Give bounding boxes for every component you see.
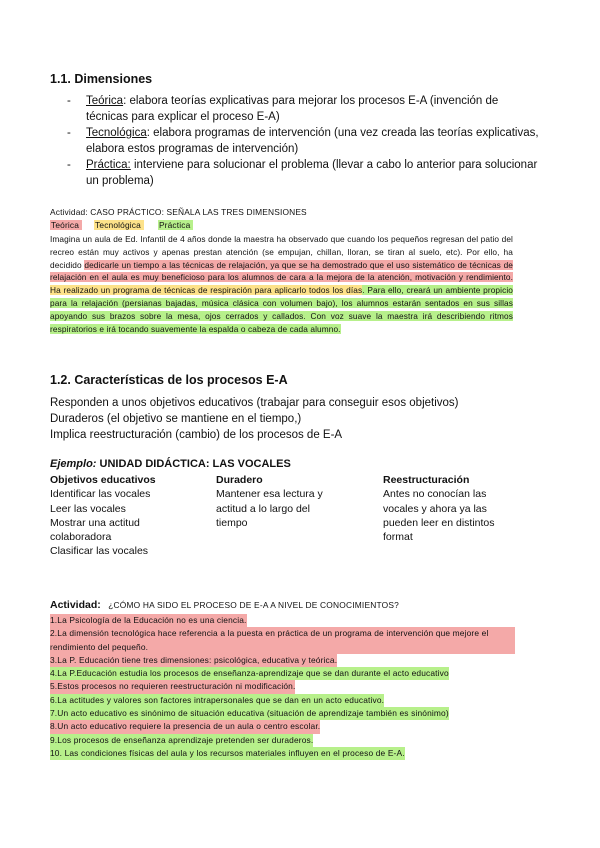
- activity-item: 6.La actitudes y valores son factores intrapersonales que se dan en un acto educativo.: [50, 694, 384, 707]
- bullet-text: : elabora teorías explicativas para mejorar los procesos E-A (invención de técnicas para explicar el proceso E-A): [86, 95, 499, 123]
- case-text-plain: Imagina un aula de Ed. Infantil de 4 años donde la maestra ha observado que cuando los pequeños regresan del patio del recreo están muy activos y apenas prestan atención (se empujan, chillan, lloran, se tiran al suelo, etc). Por ello, ha decidido: [50, 234, 513, 270]
- characteristic-line: Duraderos (el objetivo se mantiene en el tiempo,): [50, 413, 302, 425]
- characteristic-line: Responden a unos objetivos educativos (trabajar para conseguir esos objetivos): [50, 397, 459, 409]
- example-title: UNIDAD DIDÁCTICA: LAS VOCALES: [96, 458, 291, 470]
- example-heading: [50, 458, 291, 470]
- column-line: Leer las vocales: [50, 502, 126, 515]
- column-reestructuracion: [383, 473, 553, 544]
- column-duradero: [216, 473, 376, 530]
- activity-item: 5.Estos procesos no requieren reestructuración ni modificación.: [50, 680, 295, 693]
- column-line: Antes no conocían las: [383, 488, 487, 501]
- activity-item: 1.La Psicología de la Educación no es una ciencia.: [50, 614, 247, 627]
- activity-item: 3.La P. Educación tiene tres dimensiones: psicológica, educativa y teórica.: [50, 654, 337, 667]
- activity-item: 9.Los procesos de enseñanza aprendizaje pretenden ser duraderos.: [50, 734, 313, 747]
- term-teorica: Teórica: [86, 95, 124, 107]
- activity-question: ¿CÓMO HA SIDO EL PROCESO DE E-A A NIVEL DE CONOCIMIENTOS?: [108, 600, 399, 610]
- activity-label: Actividad:: [50, 599, 101, 611]
- activity-item: 7.Un acto educativo es sinónimo de situación educativa (situación de aprendizaje también es sinónimo): [50, 707, 449, 720]
- column-line: vocales y ahora ya las: [383, 502, 487, 515]
- column-header: Objetivos educativos: [50, 474, 156, 486]
- column-line: format: [383, 531, 413, 544]
- section-title-caracteristicas: 1.2. Características de los procesos E-A: [50, 373, 288, 387]
- case-heading: [50, 206, 307, 219]
- activity-list: [50, 614, 515, 760]
- characteristic-line: Implica reestructuración (cambio) de los procesos de E-A: [50, 429, 343, 441]
- legend-teorica: Teórica: [50, 220, 82, 230]
- bullet-text: interviene para solucionar el problema (llevar a cabo lo anterior para solucionar un problema): [86, 159, 538, 187]
- column-line: tiempo: [216, 516, 248, 529]
- column-line: pueden leer en distintos: [383, 516, 495, 529]
- activity-item: 10. Las condiciones físicas del aula y los recursos materiales influyen en el proceso de E-A.: [50, 747, 405, 760]
- column-header: Reestructuración: [383, 474, 470, 486]
- activity-item: 4.La P.Educación estudia los procesos de enseñanza-aprendizaje que se dan durante el acto educativo: [50, 667, 449, 680]
- column-line: Clasificar las vocales: [50, 545, 149, 558]
- column-line: actitud a lo largo del: [216, 502, 310, 515]
- case-label: Actividad:: [50, 207, 88, 217]
- case-title: CASO PRÁCTICO: SEÑALA LAS TRES DIMENSIONES: [87, 207, 307, 217]
- legend: [50, 219, 193, 232]
- activity-heading: [50, 595, 399, 613]
- case-text-teorica: dedicarle un tiempo a las técnicas de relajación, ya que se ha demostrado que el uso sistemático de técnicas de relajación en el aula es muy beneficioso para los alumnos de cara a la mejora de la atención, motivación y rendimiento.: [50, 259, 513, 283]
- activity-item: 8.Un acto educativo requiere la presencia de un aula o centro escolar.: [50, 720, 320, 733]
- case-text-practica: . Para ello, creará un ambiente propicio para la relajación (persianas bajadas, música clásica con volumen bajo), los alumnos estarán sentados en sus sillas apoyando sus brazos sobre la mesa, ojos cerrados y callados. Con voz suave la maestra irá describiendo ritmos respiratorios e irá tocando suavemente la espalda o cabeza de cada alumno.: [50, 285, 513, 334]
- column-line: Mantener esa lectura y: [216, 488, 323, 501]
- activity-item: 2.La dimensión tecnológica hace referencia a la puesta en práctica de un programa de intervención que mejore el rendimiento del pequeño.: [50, 627, 515, 654]
- case-text: [50, 233, 513, 335]
- bullet-text: : elabora programas de intervención (una vez creada las teorías explicativas, elabora estos programas de intervención): [86, 127, 539, 155]
- column-line: Identificar las vocales: [50, 488, 151, 501]
- term-tecnologica: Tecnológica: [86, 127, 147, 139]
- section-title-dimensiones: 1.1. Dimensiones: [50, 72, 153, 86]
- case-text-tecnologica: Ha realizado un programa de técnicas de respiración para aplicarlo todos los días: [50, 285, 363, 296]
- column-line: colaboradora: [50, 531, 112, 544]
- legend-tecnologica: Tecnológica: [94, 220, 144, 230]
- column-header: Duradero: [216, 474, 263, 486]
- column-line: Mostrar una actitud: [50, 516, 140, 529]
- characteristics-list: [50, 395, 550, 443]
- legend-practica: Práctica: [158, 220, 193, 230]
- term-practica: Práctica:: [86, 159, 131, 171]
- example-label: Ejemplo:: [50, 458, 97, 470]
- column-objetivos: [50, 473, 210, 559]
